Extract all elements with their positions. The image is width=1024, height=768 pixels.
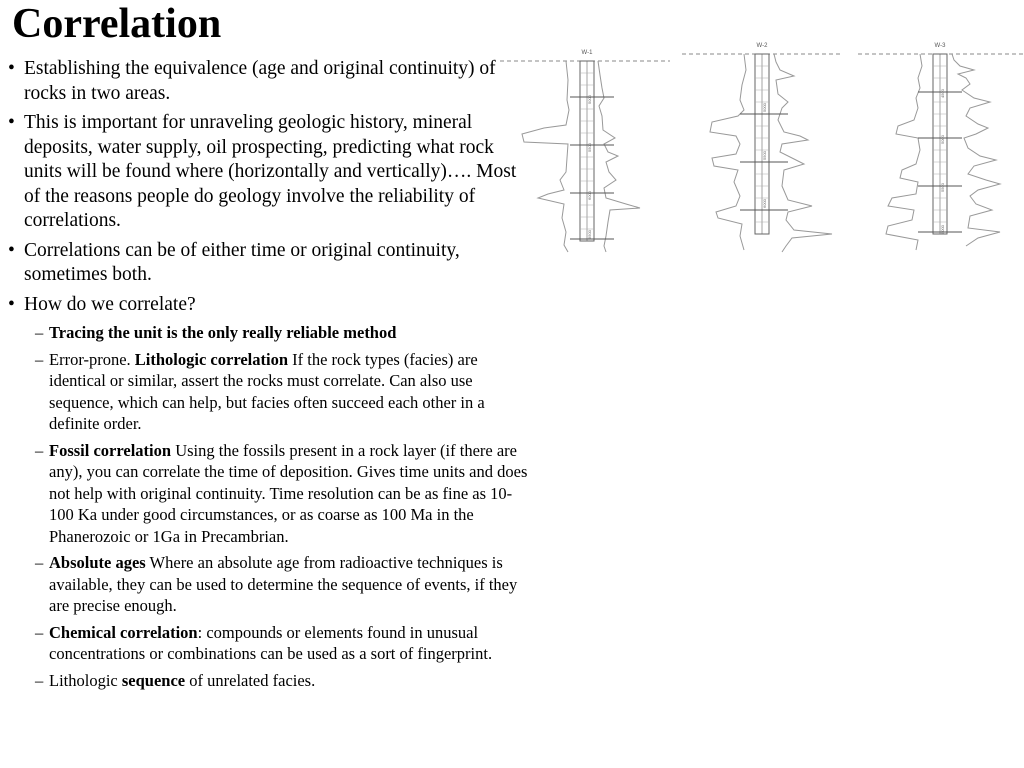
gamma-ray-curve [522, 61, 569, 252]
bullet-text: This is important for unraveling geologic history, mineral deposits, water supply, oil prospecting, predicting what rock units will be found where (horizontally and vertically)…. Most of the reasons people do geology involve the reliability of correlations. [24, 112, 517, 231]
subbullet-text: If the rock types (facies) are identical or similar, assert the rocks must correlate. Can also use sequence, which can help, but facies often succeed each other in a definite order. [49, 349, 485, 433]
subbullet-prefix: Error-prone. [49, 349, 135, 369]
resistivity-curve [952, 54, 1000, 246]
subbullet-lithologic [8, 349, 528, 435]
gamma-ray-curve [710, 54, 746, 250]
svg-text:6500: 6500 [587, 230, 592, 239]
resistivity-curve [774, 54, 832, 252]
svg-text:5500: 5500 [587, 143, 592, 152]
svg-text:5000: 5000 [940, 135, 945, 144]
bullet-how-correlate [8, 293, 528, 318]
bullet-glyph: • [8, 112, 15, 133]
slide-body [8, 57, 528, 696]
subbullet-text: of unrelated facies. [185, 670, 316, 690]
subbullet-absolute-ages [8, 552, 528, 617]
bullet-glyph: • [8, 239, 15, 261]
bullet-equivalence [8, 57, 528, 106]
svg-text:6000: 6000 [940, 225, 945, 234]
svg-text:5000: 5000 [762, 103, 767, 112]
well-label: W-2 [756, 43, 768, 49]
well-log-w2 [682, 43, 840, 252]
subbullet-chemical [8, 622, 528, 665]
bullet-text: Establishing the equivalence (age and original continuity) of rocks in two areas. [24, 58, 496, 104]
bullet-importance [8, 111, 528, 234]
dash-glyph: – [35, 622, 44, 642]
well-log-correlation-figure [500, 40, 1024, 270]
bullet-text: How do we correlate? [24, 293, 196, 315]
subbullet-prefix: Lithologic [49, 670, 122, 690]
svg-text:6000: 6000 [762, 199, 767, 208]
bullet-text: Correlations can be of either time or original continuity, sometimes both. [24, 239, 460, 285]
subbullet-bold: Tracing the unit is the only really reliable method [49, 323, 397, 342]
resistivity-curve [598, 61, 640, 252]
dash-glyph: – [35, 349, 44, 369]
well-log-w1 [500, 50, 670, 252]
bullet-glyph: • [8, 293, 15, 315]
well-log-w3 [858, 43, 1024, 250]
top-depth-labels [587, 94, 592, 239]
subbullet-bold: Fossil correlation [49, 440, 172, 460]
gamma-ray-curve [886, 54, 922, 250]
top-depth-labels [762, 102, 767, 208]
svg-text:6000: 6000 [587, 191, 592, 200]
formation-tops [740, 114, 788, 210]
svg-text:5500: 5500 [940, 183, 945, 192]
subbullet-bold: Chemical correlation [49, 622, 198, 642]
top-depth-labels [940, 88, 945, 234]
dash-glyph: – [35, 440, 44, 460]
subbullet-tracing [8, 322, 528, 344]
subbullet-bold: sequence [121, 670, 186, 690]
dash-glyph: – [35, 670, 44, 690]
dash-glyph: – [35, 553, 44, 572]
subbullet-text: Using the fossils present in a rock layer (if there are any), you can correlate the time of deposition. Gives time units and does not help with original continuity. Time resolution can be as fine as 10-100 Ka under good circumstances, or as coarse as 100 Ma in the Phanerozoic or 1Ga in Precambrian. [49, 440, 528, 546]
subbullet-text: : compounds or elements found in unusual concentrations or combinations can be used as a sort of fingerprint. [49, 622, 493, 663]
well-label: W-1 [581, 50, 593, 56]
subbullet-fossil [8, 440, 528, 548]
svg-text:4500: 4500 [940, 89, 945, 98]
well-label: W-3 [934, 43, 946, 49]
bullet-glyph: • [8, 58, 15, 79]
subbullet-bold: Absolute ages [49, 553, 146, 572]
dash-glyph: – [35, 323, 44, 342]
svg-text:5500: 5500 [762, 151, 767, 160]
bullet-time-continuity [8, 239, 528, 288]
svg-text:5000: 5000 [587, 95, 592, 104]
slide-title: Correlation [12, 1, 222, 47]
subbullet-sequence [8, 670, 528, 692]
subbullet-text: Where an absolute age from radioactive techniques is available, they can be used to determine the sequence of events, if they are precise enough. [49, 553, 518, 615]
subbullet-bold: Lithologic correlation [134, 349, 289, 369]
